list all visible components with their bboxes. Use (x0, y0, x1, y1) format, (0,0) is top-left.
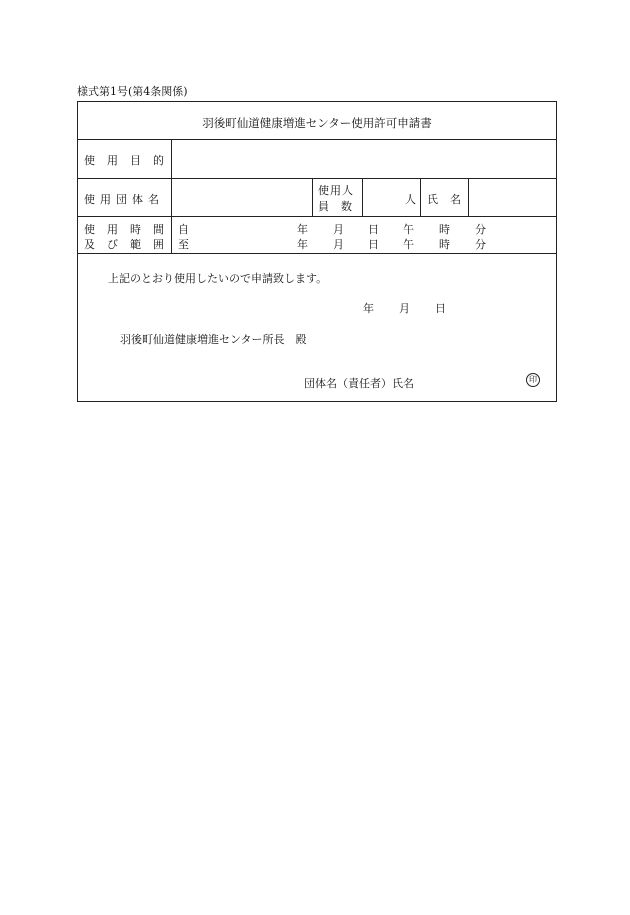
headcount-label-1: 使用人 (318, 184, 354, 197)
group-label: 使用団体名 (84, 193, 164, 206)
date-month-unit: 月 (399, 302, 410, 315)
application-form (77, 101, 557, 402)
name-label: 氏名 (427, 193, 473, 206)
applicant-label: 団体名（責任者）氏名 (304, 377, 414, 390)
to-noon-label: 午 (403, 238, 414, 251)
to-day-unit: 日 (368, 238, 379, 251)
date-year-unit: 年 (363, 302, 374, 315)
to-label: 至 (178, 238, 189, 251)
time-row (78, 217, 556, 254)
application-statement: 上記のとおり使用したいので申請致します。 (108, 272, 328, 285)
headcount-field[interactable] (363, 179, 403, 216)
title-row (78, 102, 556, 140)
purpose-row (78, 140, 556, 179)
date-day-unit: 日 (435, 302, 446, 315)
purpose-label: 使用目的 (84, 154, 176, 167)
purpose-field[interactable] (172, 140, 556, 178)
to-hour-unit: 時 (439, 238, 450, 251)
from-hour-unit: 時 (439, 223, 450, 236)
headcount-label-2: 員数 (318, 200, 364, 213)
form-title: 羽後町仙道健康増進センター使用許可申請書 (202, 116, 432, 130)
from-label: 自 (178, 223, 189, 236)
from-day-unit: 日 (368, 223, 379, 236)
to-year-unit: 年 (297, 238, 308, 251)
from-noon-label: 午 (403, 223, 414, 236)
from-minute-unit: 分 (475, 223, 486, 236)
from-month-unit: 月 (333, 223, 344, 236)
seal-mark: 印 (526, 373, 540, 387)
addressee: 羽後町仙道健康増進センター所長 殿 (120, 333, 307, 346)
time-label-1: 使用時間 (84, 223, 176, 236)
group-name-field[interactable] (172, 179, 312, 216)
people-unit: 人 (405, 193, 416, 206)
from-year-unit: 年 (297, 223, 308, 236)
group-row (78, 179, 556, 217)
to-month-unit: 月 (333, 238, 344, 251)
name-field[interactable] (469, 179, 556, 216)
to-minute-unit: 分 (475, 238, 486, 251)
time-label-2: 及び範囲 (84, 238, 176, 251)
form-number: 様式第1号(第4条関係) (77, 85, 188, 98)
